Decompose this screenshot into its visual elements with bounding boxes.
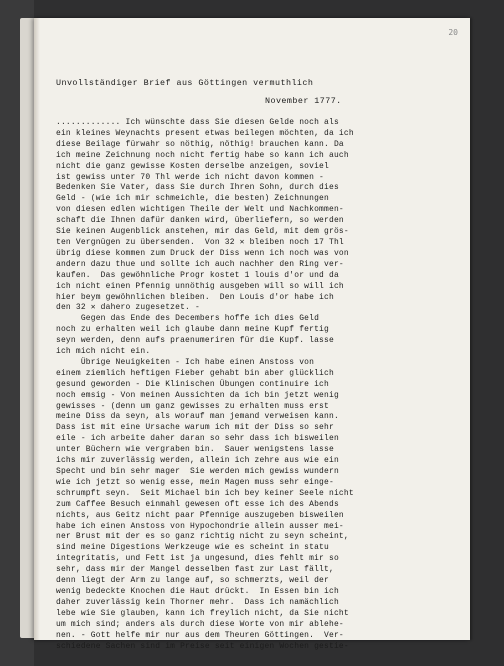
- text-line: kaufen. Das gewöhnliche Progr kostet 1 louis d'or und da: [56, 270, 339, 280]
- text-line: übrig diese kommen zum Druck der Diss wenn ich noch was von: [56, 248, 349, 258]
- text-line: gesund geworden - Die Klinischen Übungen continuire ich: [56, 379, 329, 389]
- text-line: einem ziemlich heftigen Fieber gehabt bin aber glücklich: [56, 368, 334, 378]
- text-line: daher zuverlässig kein Thorner mehr. Dass ich namächlich: [56, 597, 339, 607]
- text-line: eile - ich arbeite daher daran so sehr dass ich bisweilen: [56, 434, 339, 444]
- text-line: gewisses - (denn um ganz gewisses zu erhalten muss erst: [56, 401, 329, 411]
- text-line: noch zu erhalten weil ich glaube dann meine Kupf fertig: [56, 325, 329, 335]
- text-line: habe ich einen Anstoss von Hypochondrie allein ausser mei-: [56, 521, 344, 531]
- text-line: meine Diss da seyn, als worauf man jemand verweisen kann.: [56, 412, 339, 422]
- text-line: lebe wie Sie glauben, kann ich freylich nicht, da Sie nicht: [56, 608, 349, 618]
- text-line: hier beym gewöhnlichen bleiben. Den Louis d'or habe ich: [56, 292, 334, 302]
- text-line: zum Caffee Besuch einmahl gewesen oft esse ich des Abends: [56, 499, 339, 509]
- text-line: schiedene Sachen sind im Preise seit einigen Wochen gestie-: [56, 641, 349, 651]
- text-line: ............. Ich wünschte dass Sie diesen Gelde noch als: [56, 118, 339, 127]
- text-line: noch emsig - Von meinen Aussichten da ich bin jetzt wenig: [56, 390, 339, 400]
- text-line: Gegen das Ende des Decembers hoffe ich dies Geld: [56, 314, 320, 324]
- text-line: ichs mir zuverlässig werden, allein ich zehre aus wie ein: [56, 456, 339, 466]
- text-line: ich meine Zeichnung noch nicht fertig habe so kann ich auch: [56, 150, 349, 160]
- text-line: ich nicht einen Pfennig unnöthig ausgeben will so will ich: [56, 281, 344, 291]
- text-line: nicht die ganz gewisse Kosten derselbe anzeigen, soviel: [56, 161, 329, 171]
- text-line: Geld - (wie ich mir schmeichle, die besten) Zeichnungen: [56, 194, 329, 204]
- text-line: ist gewiss unter 70 Thl werde ich nicht davon kommen -: [56, 172, 325, 182]
- text-line: Dass ist mit eine Ursache warum ich mit der Diss so sehr: [56, 423, 334, 433]
- letter-body: [56, 118, 436, 652]
- text-line: Übrige Neuigkeiten - Ich habe einen Anstoss von: [56, 357, 315, 367]
- text-line: von diesen edlen wichtigen Theile der Welt und Nachkommen-: [56, 205, 344, 215]
- letter-title: Unvollständiger Brief aus Göttingen vermuthlich: [56, 78, 314, 88]
- text-line: sind meine Digestions Werkzeuge wie es scheint in statu: [56, 543, 329, 553]
- text-line: nen. - Gott helfe mir nur aus dem Theuren Göttingen. Ver-: [56, 630, 344, 640]
- text-line: unter Büchern wie vergraben bin. Sauer wenigstens lasse: [56, 445, 334, 455]
- text-line: denn liegt der Arm zu lange auf, so schmerzts, weil der: [56, 576, 329, 586]
- letter-text: [56, 78, 436, 652]
- letter-date: November 1777.: [265, 96, 342, 106]
- text-line: seyn werden, denn aufs praenumeriren für die Kupf. lasse: [56, 336, 334, 346]
- text-line: schrumpft seyn. Seit Michael bin ich bey keiner Seele nicht: [56, 488, 354, 498]
- text-line: schaft die Ihnen dafür danken wird, überliefern, so werden: [56, 216, 344, 226]
- page-number: 20: [448, 28, 458, 37]
- text-line: ten Vergnügen zu übersenden. Von 32 ✕ bleiben noch 17 Thl: [56, 237, 344, 247]
- text-line: andern dazu thue und sollte ich auch nachher den Ring ver-: [56, 259, 344, 269]
- text-line: ich mich nicht ein.: [56, 347, 151, 357]
- text-line: Specht und bin sehr mager Sie werden mich gewiss wundern: [56, 467, 339, 476]
- text-line: ein kleines Weynachts present etwas beilegen möchten, da ich: [56, 128, 354, 138]
- text-line: sehr, dass mir der Mangel desselben fast zur Last fällt,: [56, 565, 334, 575]
- text-line: wenig bedeckte Knochen die Haut drückt. In Essen bin ich: [56, 586, 339, 596]
- text-line: nichts, aus Geitz nicht paar Pfennige auszugeben bisweilen: [56, 510, 344, 520]
- page-binding-shadow: [34, 18, 40, 640]
- text-line: ner Brust mit der es so ganz richtig nicht zu seyn scheint,: [56, 532, 349, 542]
- text-line: Sie keinen Augenblick anstehen, mir das Geld, mit dem grös-: [56, 227, 349, 237]
- text-line: diese Beilage fürwahr so nöthig, nöthig! brauchen kann. Da: [56, 139, 344, 149]
- text-line: wie ich jetzt so wenig esse, mein Magen muss sehr einge-: [56, 477, 334, 487]
- text-line: um mich sind; anders als durch diese Worte von mir ablehe-: [56, 619, 344, 629]
- text-line: Bedenken Sie Vater, dass Sie durch Ihren Sohn, durch dies: [56, 183, 339, 193]
- text-line: integritatis, und Fett ist ja ungesund, dies fehlt mir so: [56, 554, 339, 564]
- text-line: den 32 ✕ dahero zugesetzet. -: [56, 303, 200, 313]
